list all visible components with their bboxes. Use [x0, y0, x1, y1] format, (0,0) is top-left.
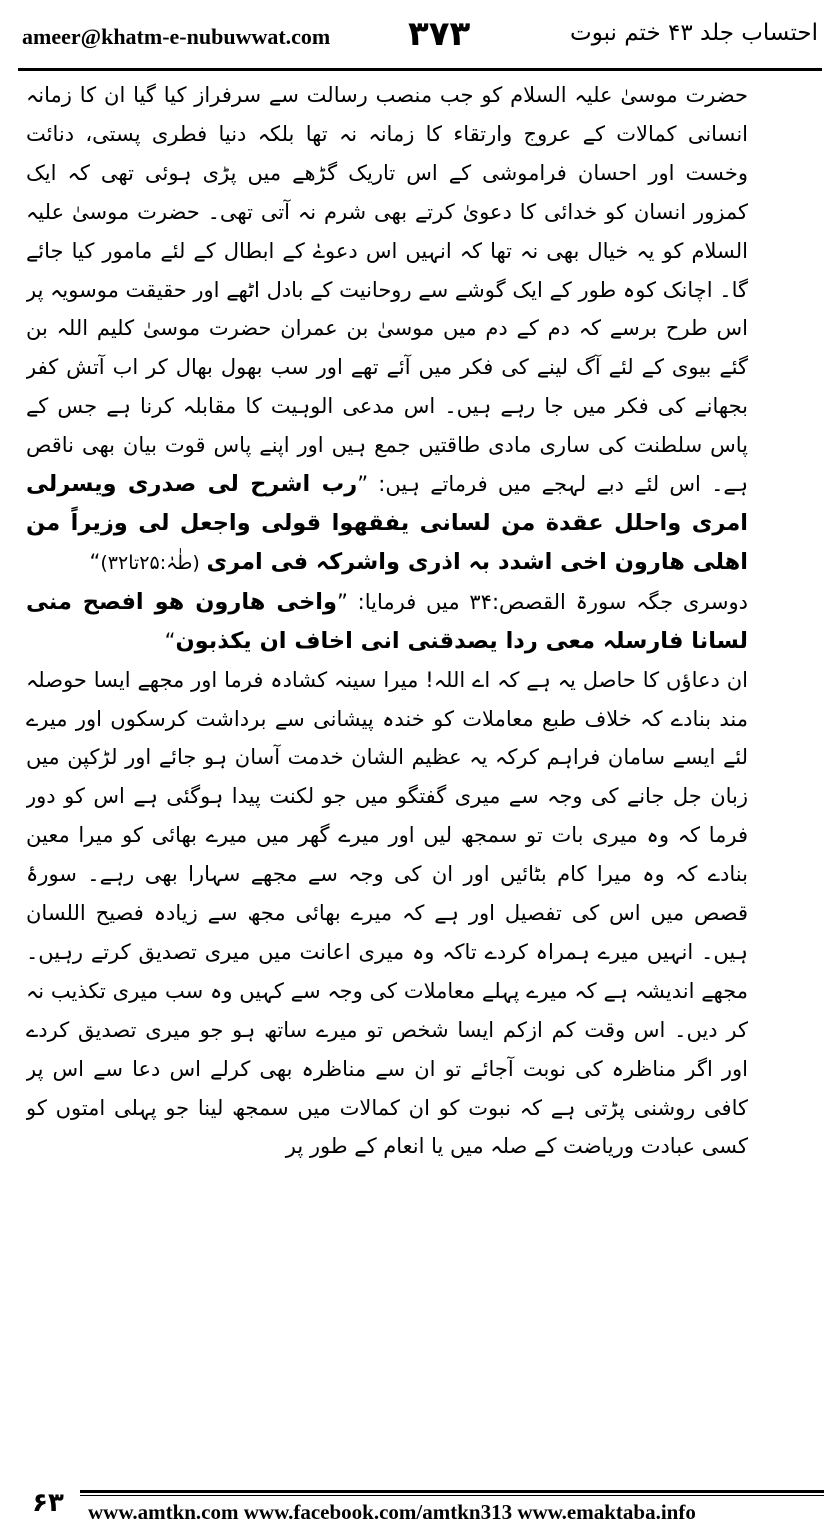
quran-verse: رب اشرح لی صدری ویسرلی امری واحلل عقدة من لسانی یفقھوا قولی واجعل لی وزیراً من اھلی ھارون اخی اشدد بہ اذری واشرکہ فی امری	[26, 471, 748, 575]
page-body	[26, 76, 818, 1474]
header-book-title: احتساب جلد ۴۳ ختم نبوت	[570, 20, 818, 46]
paragraph-text: حضرت موسیٰ علیہ السلام کو جب منصب رسالت سے سرفراز کیا گیا ان کا زمانہ انسانی کمالات کے عروج وارتقاء کا زمانہ نہ تھا بلکہ دنیا فطری پستی، دنائت وخست اور احسان فراموشی کے اس تاریک گڑھے میں پڑی ہوئی تھی کہ ایک کمزور انسان کو خدائی کا دعویٰ کرتے بھی شرم نہ آتی تھی۔ حضرت موسیٰ علیہ السلام کو یہ خیال بھی نہ تھا کہ انہیں اس دعوےٰ کے ابطال کے لئے مامور کیا جائے گا۔ اچانک کوہ طور کے ایک گوشے سے روحانیت کے بادل اٹھے اور حقیقت موسویہ پر اس طرح برسے کہ دم کے دم میں موسیٰ بن عمران حضرت موسیٰ کلیم اللہ بن گئے بیوی کے لئے آگ لینے کی فکر میں آئے تھے اور سب بھول بھال کر اب آتش کفر بجھانے کی فکر میں جا رہے ہیں۔ اس مدعی الوہیت کا مقابلہ کرنا ہے جس کے پاس سلطنت کی ساری مادی طاقتیں جمع ہیں اور اپنے پاس قوت بیان بھی ناقص ہے۔ اس لئے دبے لہجے میں فرماتے ہیں: ”	[26, 83, 748, 497]
quote-close: “	[89, 549, 101, 574]
page-footer	[18, 1486, 824, 1532]
page-header	[22, 10, 818, 60]
footer-divider	[80, 1490, 824, 1493]
footer-page-number: ۶۳	[32, 1488, 64, 1518]
quote-close: “	[164, 628, 176, 653]
quran-verse: واخی ھارون ھو افصح منی لسانا فارسلہ معی ردا یصدقنی انی اخاف ان یکذبون	[26, 588, 748, 654]
verse-reference: (طٰہٰ:۲۵تا۳۲)	[100, 551, 200, 574]
header-email[interactable]: ameer@khatm-e-nubuwwat.com	[22, 24, 331, 49]
paragraph-text: دوسری جگہ سورۃ القصص:۳۴ میں فرمایا: ”	[337, 589, 749, 614]
paragraph-text: ان دعاؤں کا حاصل یہ ہے کہ اے اللہ! میرا سینہ کشادہ فرما اور مجھے ایسا حوصلہ مند بنادے کہ خلاف طبع معاملات کو خندہ پیشانی سے برداشت کرسکوں اور میرے لئے ایسے سامان فراہم کرکہ یہ عظیم الشان خدمت آسان ہو جائے اور لڑکپن میں زبان جل جانے کی وجہ سے میری گفتگو میں جو لکنت پیدا ہوگئی ہے اس کو دور فرما کہ وہ میری بات تو سمجھ لیں اور میرے گھر میں میرے بھائی کو میرا معین بنادے کہ وہ میرا کام بٹائیں اور ان کی وجہ سے مجھے سہارا بھی رہے۔ سورۂ قصص میں اس کی تفصیل اور ہے کہ میرے بھائی مجھ سے زیادہ فصیح اللسان ہیں۔ انہیں میرے ہمراہ کردے تاکہ وہ میری اعانت میں میری تصدیق کرتے رہیں۔ مجھے اندیشہ ہے کہ میرے پہلے معاملات کی وجہ سے کہیں وہ سب میری تکذیب نہ کر دیں۔ اس وقت کم ازکم ایسا شخص تو میرے ساتھ ہو جو میری تصدیق کردے اور اگر مناظرہ کی نوبت آجائے تو ان سے مناظرہ بھی کرلے اس دعا سے اس پر کافی روشنی پڑتی ہے کہ نبوت کو ان کمالات میں سمجھ لینا جو پہلی امتوں کو کسی عبادت وریاضت کے صلہ میں یا انعام کے طور پر	[26, 667, 748, 1159]
footer-divider-thin	[80, 1495, 824, 1496]
paragraph	[26, 583, 818, 661]
footer-links[interactable]: www.amtkn.com www.facebook.com/amtkn313 www.emaktaba.info	[88, 1500, 696, 1524]
paragraph	[26, 661, 818, 1167]
paragraph	[26, 76, 818, 583]
header-page-number: ۳۷۳	[408, 14, 471, 54]
header-divider	[18, 68, 822, 71]
